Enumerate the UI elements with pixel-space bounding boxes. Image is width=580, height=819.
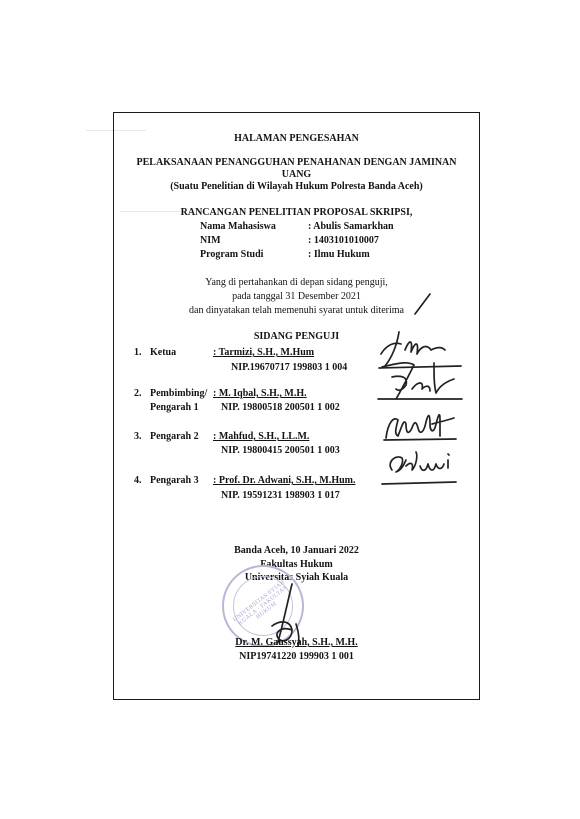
member-role: Pengarah 3 [150, 475, 199, 486]
member-number: 3. [134, 431, 142, 442]
dean-name: Dr. M. Gaussyah, S.H., M.H. [235, 637, 358, 648]
faculty-name: Fakultas Hukum [260, 559, 333, 570]
member-role-line-2: Pengarah 1 [150, 402, 199, 413]
member-role: Ketua [150, 347, 177, 358]
member-name: : Mahfud, S.H., LL.M. [213, 431, 310, 442]
student-name-value: : Abulis Samarkhan [308, 221, 394, 232]
student-nim-value: : 1403101010007 [308, 235, 379, 246]
page-title: HALAMAN PENGESAHAN [234, 133, 359, 144]
member-nip: NIP.19670717 199803 1 004 [231, 362, 348, 373]
student-program-value: : Ilmu Hukum [308, 249, 370, 260]
signature-mahfud [380, 402, 460, 444]
thesis-subtitle: (Suatu Penelitian di Wilayah Hukum Polresta Banda Aceh) [170, 181, 423, 192]
signature-iqbal [378, 355, 468, 405]
member-nip: NIP. 19800415 200501 1 003 [221, 445, 340, 456]
committee-heading: SIDANG PENGUJI [253, 331, 340, 342]
member-name: : Prof. Dr. Adwani, S.H., M.Hum. [213, 475, 356, 486]
thesis-title-line-1: PELAKSANAAN PENANGGUHAN PENAHANAN DENGAN JAMINAN [136, 157, 457, 168]
member-nip: NIP. 19591231 198903 1 017 [221, 490, 340, 501]
member-nip: NIP. 19800518 200501 1 002 [221, 402, 340, 413]
thesis-title-line-2: UANG [281, 169, 312, 180]
member-name: : M. Iqbal, S.H., M.H. [213, 388, 307, 399]
student-name-label: Nama Mahasiswa [200, 221, 276, 232]
student-program-label: Program Studi [200, 249, 264, 260]
member-role: Pembimbing/ [150, 388, 208, 399]
member-number: 4. [134, 475, 142, 486]
member-name: : Tarmizi, S.H., M.Hum [213, 347, 315, 358]
proposal-type: RANCANGAN PENELITIAN PROPOSAL SKRIPSI, [180, 207, 413, 218]
signature-adwani [382, 448, 462, 488]
defense-text-line-1: Yang di pertahankan di depan sidang penguji, [205, 277, 388, 288]
place-date: Banda Aceh, 10 Januari 2022 [234, 545, 359, 556]
university-name: Universitas Syiah Kuala [244, 572, 349, 583]
member-number: 2. [134, 388, 142, 399]
defense-text-line-3: dan dinyatakan telah memenuhi syarat untuk diterima [189, 305, 404, 316]
member-role: Pengarah 2 [150, 431, 199, 442]
stamp-ring-text: UNIVERSITAS SYIAH KUALA · FAKULTAS HUKUM [232, 579, 289, 627]
defense-text-line-2: pada tanggal 31 Desember 2021 [232, 291, 361, 302]
dean-nip: NIP19741220 199903 1 001 [239, 651, 354, 662]
member-number: 1. [134, 347, 142, 358]
student-nim-label: NIM [200, 235, 221, 246]
